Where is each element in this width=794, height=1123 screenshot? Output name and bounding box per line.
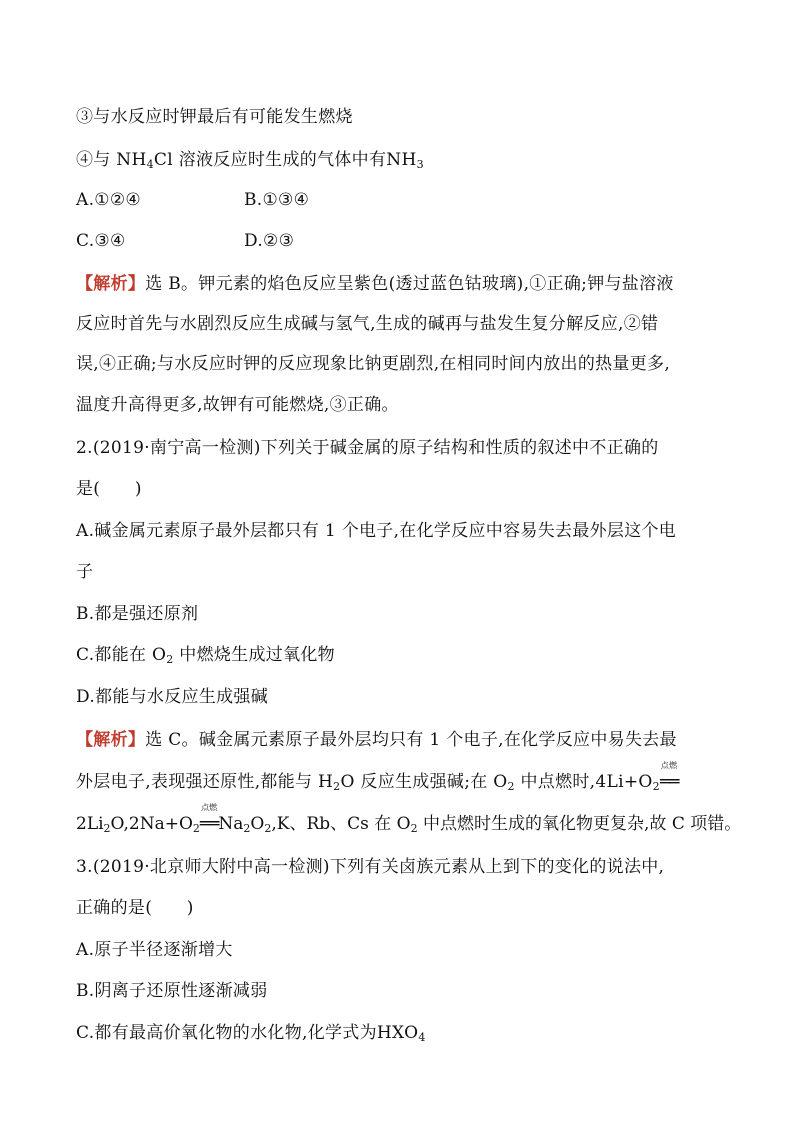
q1-analysis-line-3: 误,④正确;与水反应时钾的反应现象比钠更剧烈,在相同时间内放出的热量更多, xyxy=(76,354,671,374)
q3-option-c: C.都有最高价氧化物的水化物,化学式为$HXO_4$ xyxy=(76,1023,426,1044)
q3-option-b: B.阴离子还原性逐渐减弱 xyxy=(76,981,268,1001)
q2-option-a-line-1: A.碱金属元素原子最外层都只有 1 个电子,在化学反应中容易失去最外层这个电 xyxy=(76,521,677,541)
q2-stem-line-1: 2.(2019·南宁高一检测)下列关于碱金属的原子结构和性质的叙述中不正确的 xyxy=(76,438,659,458)
analysis-tag: 【解析】 xyxy=(76,730,146,750)
q2-option-d: D.都能与水反应生成强碱 xyxy=(76,687,269,707)
q2-option-c: C.都能在 $O_2$ 中燃烧生成过氧化物 xyxy=(76,645,335,666)
q2-analysis-line-1: 【解析】选 C。碱金属元素原子最外层均只有 1 个电子,在化学反应中易失去最 xyxy=(76,730,677,750)
q3-stem-line-1: 3.(2019·北京师大附中高一检测)下列有关卤族元素从上到下的变化的说法中, xyxy=(76,857,665,877)
q1-option-a: A.①②④ xyxy=(76,190,141,210)
q1-option-b: B.①③④ xyxy=(244,190,310,210)
q2-analysis-line-2: 外层电子,表现强还原性,都能与 $H_2O$ 反应生成强碱;在 $O_2$ 中点燃时$,4Li+O_2$ 点燃 ══ xyxy=(76,761,679,793)
q1-analysis-line-1: 【解析】选 B。钾元素的焰色反应呈紫色(透过蓝色钴玻璃),①正确;钾与盐溶液 xyxy=(76,274,674,294)
q1-analysis-line-2: 反应时首先与水剧烈反应生成碱与氢气,生成的碱再与盐发生复分解反应,②错 xyxy=(76,314,659,334)
q1-option-c: C.③④ xyxy=(76,231,126,251)
ignition-sign: 点燃 ══ xyxy=(659,761,679,792)
analysis-tag: 【解析】 xyxy=(76,274,146,294)
q1-item-4: ④与 $NH_4Cl$ 溶液反应时生成的气体中有$NH_3$ xyxy=(76,150,424,171)
q1-item-3: ③与水反应时钾最后有可能发生燃烧 xyxy=(76,107,353,127)
q1-analysis-line-4: 温度升高得更多,故钾有可能燃烧,③正确。 xyxy=(76,395,399,415)
ignition-sign: 点燃 ══ xyxy=(199,803,219,834)
q2-stem-line-2: 是( ) xyxy=(76,479,142,499)
q3-option-a: A.原子半径逐渐增大 xyxy=(76,940,233,960)
q2-analysis-line-3: $2Li_2O,2Na+O_2$ 点燃 $══Na_2O_2,K$、Rb、Cs 在 $O_2$ 中点燃时生成的氧化物更复杂,故 C 项错。 xyxy=(76,803,742,835)
q2-option-b: B.都是强还原剂 xyxy=(76,604,199,624)
q1-option-d: D.②③ xyxy=(244,231,295,251)
q3-stem-line-2: 正确的是( ) xyxy=(76,898,194,918)
q2-option-a-line-2: 子 xyxy=(76,562,94,582)
